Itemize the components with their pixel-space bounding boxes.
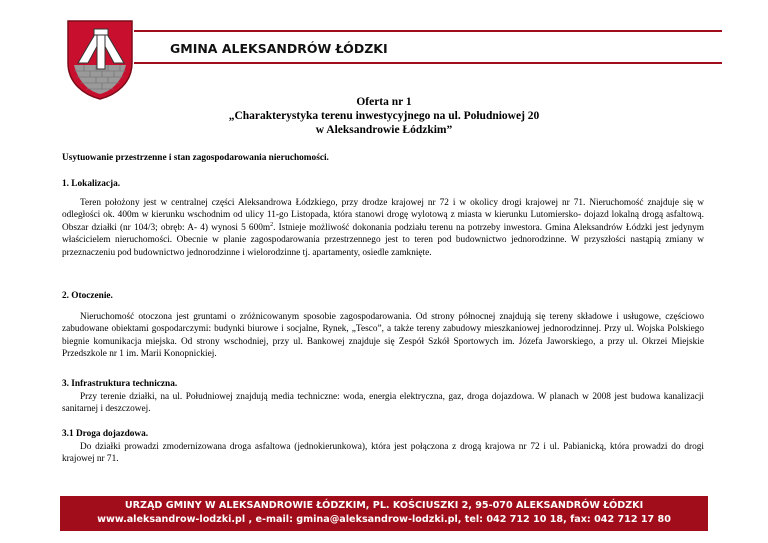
section-3-1-paragraph: Do działki prowadzi zmodernizowana droga asfaltowa (jednokierunkowa), która jest połączona z drogą krajowa nr 72 i ul. Pabianicką, która prowadzi do drogi krajowej nr 71. <box>62 441 704 465</box>
offer-number: Oferta nr 1 <box>356 96 412 108</box>
section-2-paragraph: Nieruchomość otoczona jest gruntami o zróżnicowanym sposobie zagospodarowania. Od strony północnej znajdują się tereny składowe i usługowe, częściowo zabudowane obiektami gospodarczymi: budynki biurowe i socjalne, Rynek, „Tesco”, a także tereny zabudowy mieszkaniowej jednorodzinnej. Przy ul. Wojska Polskiego biegnie komunikacja miejska. Od strony wschodniej, przy ul. Bankowej znajduje się Zespół Szkół Sportowych im. Józefa Jaworskiego, a przy ul. Okrzei Miejskie Przedszkole nr 1 im. Marii Konopnickiej. <box>62 311 704 360</box>
section-2-heading: 2. Otoczenie. <box>62 291 113 301</box>
section-1 <box>62 178 704 260</box>
header-title: GMINA ALEKSANDRÓW ŁÓDZKI <box>170 41 388 56</box>
footer-bar <box>60 496 708 531</box>
section-1-text-a: Teren położony jest w centralnej części Aleksandrowa Łódzkiego, przy drodze krajowej nr 72 i w okolicy drogi krajowej nr 71. Nieruchomość znajduje się w odległości ok. 400m w kierunku wschodnim od ulicy 11-go Listopada, która stanowi drogę wylotową z miasta w kierunku Lutomiersko- dojazd lokalną drogą asfaltową. Obszar działki (nr 104/3; obręb: A- 4) wynosi 5 600m <box>62 197 704 233</box>
coat-of-arms-icon <box>64 15 136 101</box>
superscript-2: 2 <box>270 221 274 228</box>
header-rule-bottom <box>134 62 722 64</box>
section-1-heading: 1. Lokalizacja. <box>62 179 121 189</box>
header-rule-top <box>134 30 722 32</box>
section-1-text-b: . Istnieje możliwość dokonania podziału terenu na potrzeby inwestora. Gmina Aleksandrów Łódzki jest jedynym właścicielem nieruchomości. Obecnie w planie zagospodarowania przestrzennego jest to teren pod budownictwo jednorodzinne. W przyszłości nastąpią zmiany w przeznaczeniu pod budownictwo jednorodzinne i wielorodzinne tj. apartamenty, osiedle zamknięte. <box>62 222 705 258</box>
section-3-paragraph: Przy terenie działki, na ul. Południowej znajdują media techniczne: woda, energia elektryczna, gaz, droga dojazdowa. W planach w 2008 jest budowa kanalizacji sanitarnej i deszczowej. <box>62 391 704 415</box>
offer-subtitle-line1: „Charakterystyka terenu inwestycyjnego na ul. Południowej 20 <box>228 110 540 122</box>
section-3 <box>62 378 704 416</box>
offer-title <box>0 95 768 137</box>
section-1-paragraph <box>62 197 704 260</box>
section-3-heading: 3. Infrastruktura techniczna. <box>62 379 178 389</box>
section-3-1 <box>62 428 704 466</box>
section-3-1-heading: 3.1 Droga dojazdowa. <box>62 429 149 439</box>
intro-heading: Usytuowanie przestrzenne i stan zagospodarowania nieruchomości. <box>62 153 329 163</box>
section-2 <box>62 290 704 361</box>
footer-contact: www.aleksandrow-lodzki.pl , e-mail: gmina@aleksandrow-lodzki.pl, tel: 042 712 10 18, fax: 042 712 17 80 <box>97 514 671 525</box>
footer-address: URZĄD GMINY W ALEKSANDROWIE ŁÓDZKIM, PL. KOŚCIUSZKI 2, 95-070 ALEKSANDRÓW ŁÓDZKI <box>124 500 644 511</box>
offer-subtitle-line2: w Aleksandrowie Łódzkim” <box>315 124 453 136</box>
intro-heading-block <box>62 152 704 165</box>
